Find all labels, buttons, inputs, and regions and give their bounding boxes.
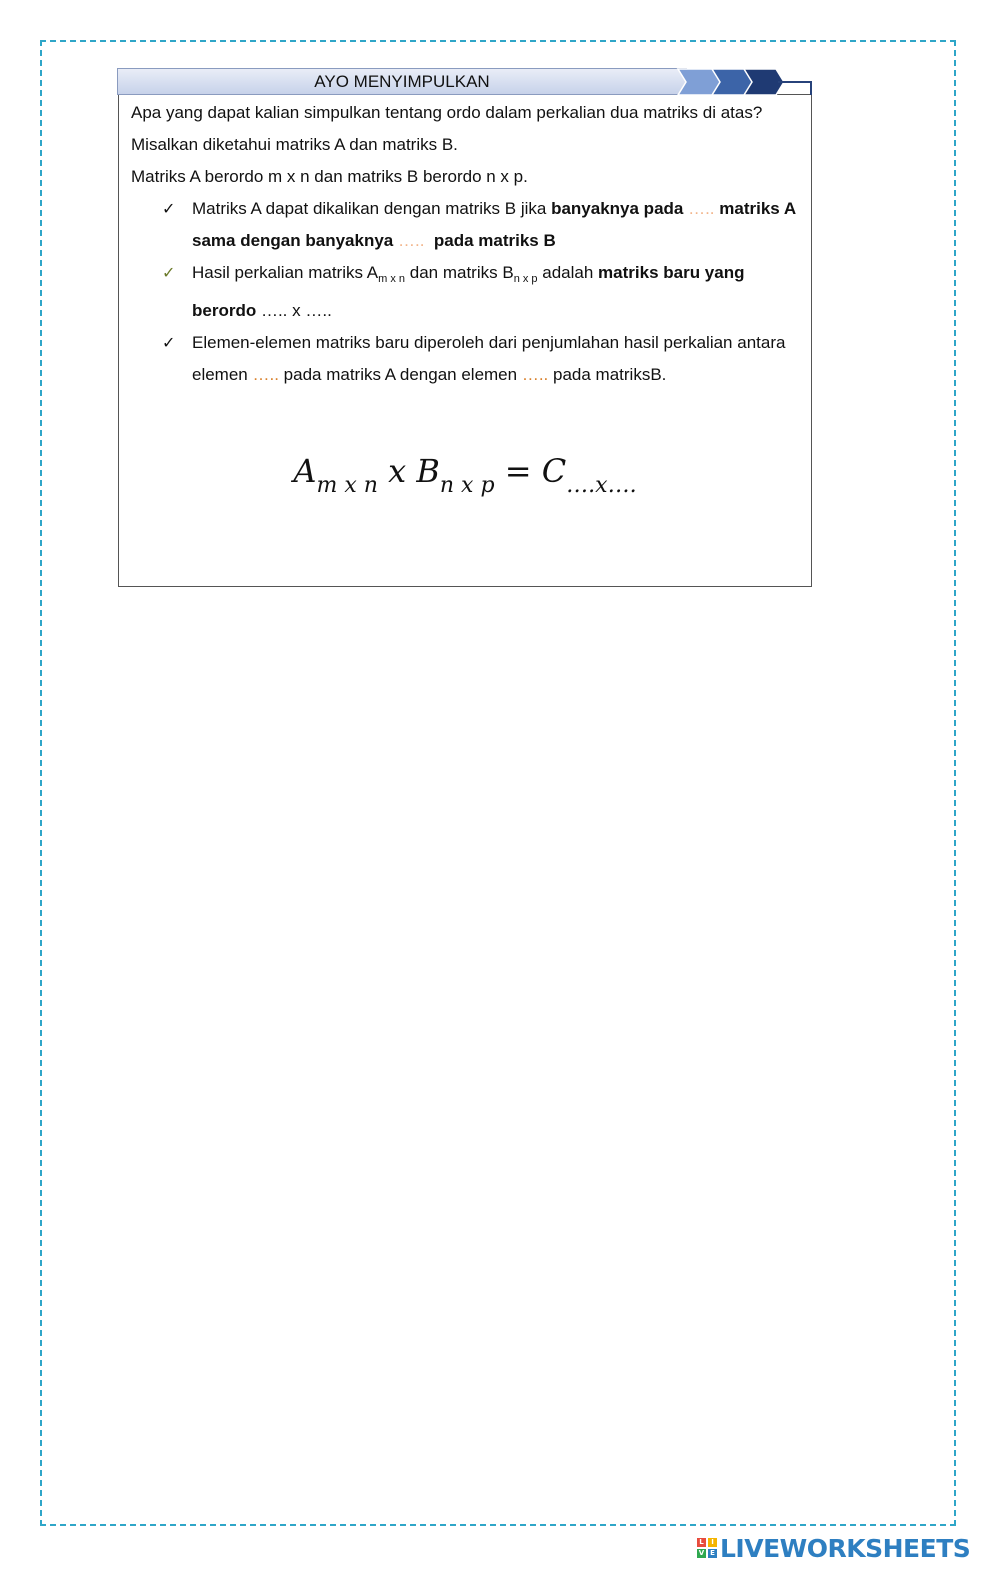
formula-a: A xyxy=(293,452,317,490)
checkmark-icon: ✓ xyxy=(162,333,176,352)
item1-bold-1: banyaknya pada xyxy=(551,199,684,218)
logo-text: LIVEWORKSHEETS xyxy=(720,1533,971,1563)
liveworksheets-logo xyxy=(697,1534,970,1562)
checklist-item-1 xyxy=(131,193,796,257)
item2-blanks[interactable]: ….. x ….. xyxy=(256,301,332,320)
conclusion-checklist xyxy=(131,193,796,391)
item3-text-1: Elemen-elemen matriks baru diperoleh dari penjumlahan hasil perkalian antara elemen xyxy=(192,333,786,384)
item2-bold: matriks baru yang berordo xyxy=(192,263,745,320)
checkmark-icon: ✓ xyxy=(162,263,176,282)
item2-sub-a: m x n xyxy=(378,273,406,285)
matrix-formula xyxy=(0,452,930,498)
item2-text-1: Hasil perkalian matriks A xyxy=(192,263,379,282)
intro-line-2: Matriks A berordo m x n dan matriks B berordo n x p. xyxy=(131,167,528,186)
header-chevrons xyxy=(676,68,786,96)
item1-bold-3: pada matriks B xyxy=(424,231,556,250)
checkmark-icon: ✓ xyxy=(162,199,176,218)
formula-b: B xyxy=(416,452,440,490)
item2-text-3: adalah xyxy=(537,263,599,282)
formula-times: x xyxy=(377,452,417,490)
item3-blank-1[interactable]: ….. xyxy=(252,365,279,384)
formula-a-sub: m x n xyxy=(316,473,378,498)
item1-text: Matriks A dapat dikalikan dengan matriks B jika xyxy=(192,199,552,218)
header-tail-line xyxy=(778,81,812,95)
formula-b-sub: n x p xyxy=(439,473,495,498)
item1-bold-2: matriks A sama dengan banyaknya xyxy=(192,199,796,250)
item2-sub-b: n x p xyxy=(513,273,538,285)
item3-text-3: pada matriksB. xyxy=(548,365,667,384)
section-header xyxy=(117,68,687,95)
formula-equals-c: = C xyxy=(494,452,567,490)
logo-icon: L I V E xyxy=(697,1538,717,1558)
item3-blank-2[interactable]: ….. xyxy=(521,365,549,384)
checklist-item-3 xyxy=(131,327,796,391)
checklist-item-2 xyxy=(131,257,796,327)
question-text: Apa yang dapat kalian simpulkan tentang ordo dalam perkalian dua matriks di atas? xyxy=(131,103,763,122)
formula-c-sub[interactable]: ….x…. xyxy=(566,473,637,498)
intro-line-1: Misalkan diketahui matriks A dan matriks B. xyxy=(131,135,458,154)
section-title: AYO MENYIMPULKAN xyxy=(314,72,490,91)
item1-blank-2[interactable]: ….. xyxy=(393,231,425,250)
conclusion-content xyxy=(131,97,796,391)
item2-text-2: dan matriks B xyxy=(405,263,514,282)
item1-blank-1[interactable]: ….. xyxy=(683,199,715,218)
item3-text-2: pada matriks A dengan elemen xyxy=(278,365,522,384)
